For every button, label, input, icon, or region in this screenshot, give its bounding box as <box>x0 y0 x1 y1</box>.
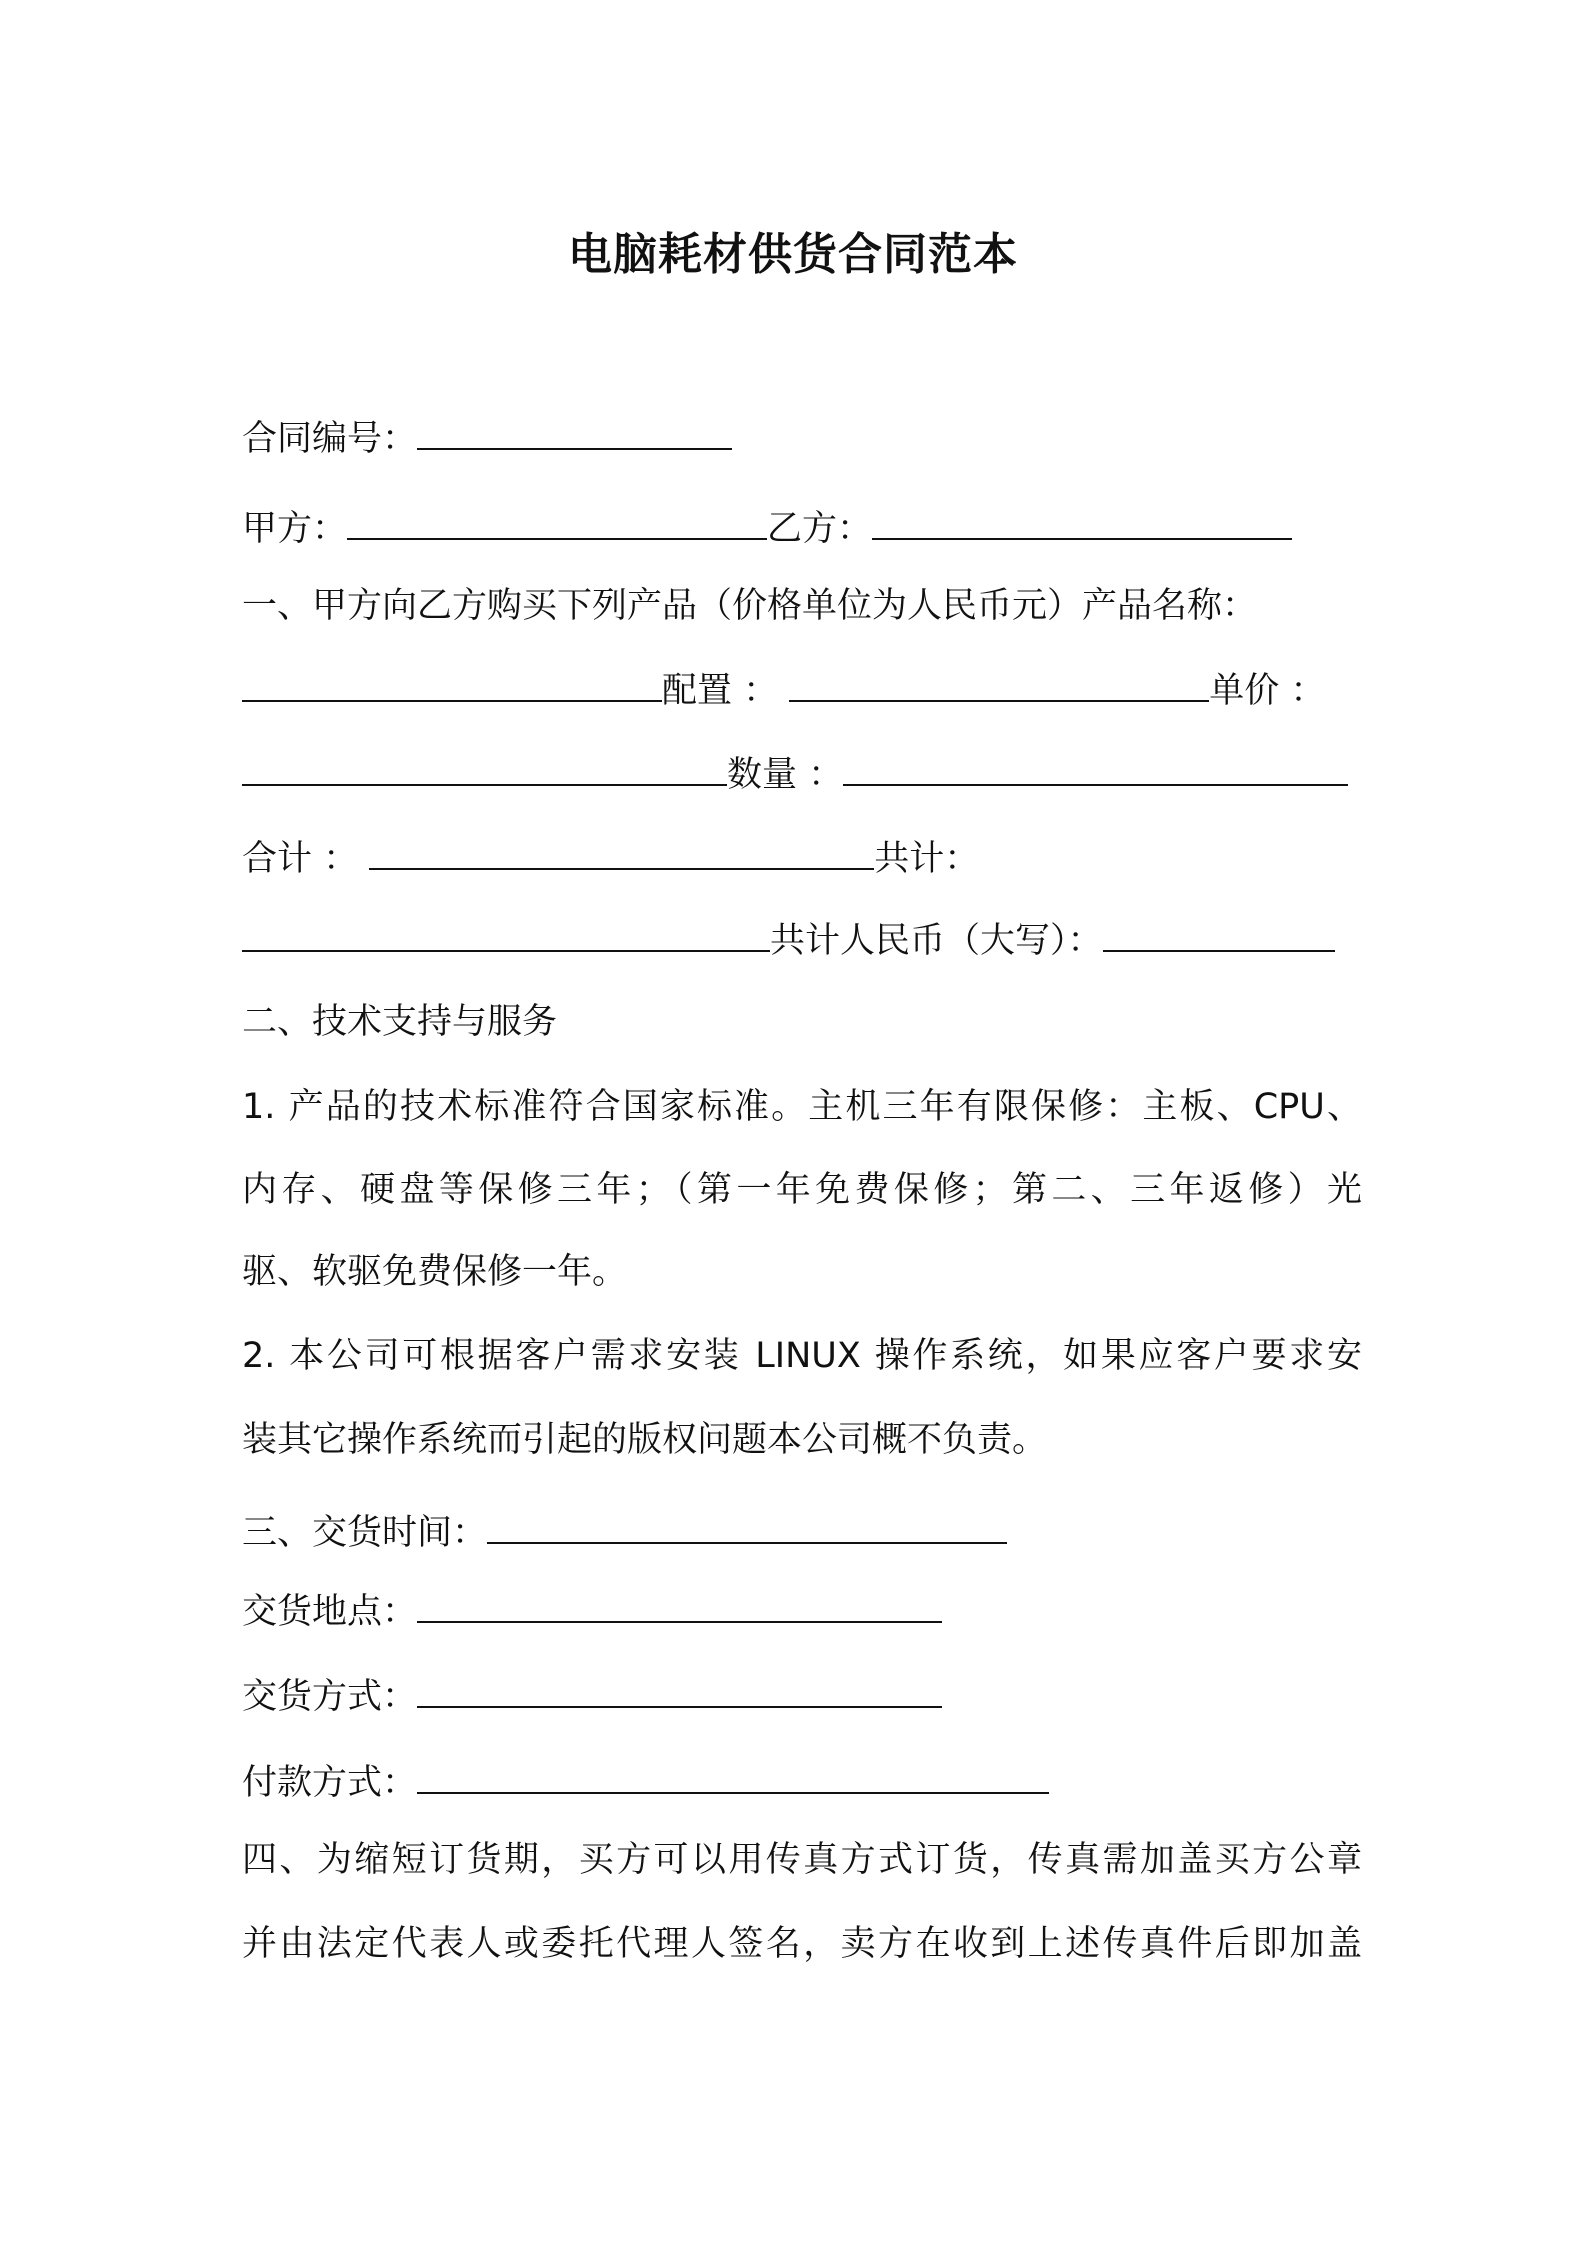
section1-heading: 一、甲方向乙方购买下列产品（价格单位为人民币元）产品名称： <box>242 586 1258 626</box>
config-blank[interactable] <box>789 668 1209 702</box>
payment-method-row <box>242 1760 1362 1804</box>
unit-price-blank[interactable] <box>242 752 727 786</box>
section2-item1-line3: 驱、软驱免费保修一年。 <box>242 1252 628 1292</box>
delivery-place-label: 交货地点： <box>242 1592 418 1632</box>
total-label: 共计： <box>874 839 980 879</box>
delivery-time-label: 三、交货时间： <box>242 1513 488 1553</box>
delivery-place-blank[interactable] <box>417 1589 942 1623</box>
contract-number-label: 合同编号： <box>242 419 418 459</box>
party-a-label: 甲方： <box>242 509 348 549</box>
section2-item2-line1: 2. 本公司可根据客户需求安装 LINUX 操作系统，如果应客户要求安 <box>242 1336 1362 1376</box>
quantity-blank[interactable] <box>843 752 1348 786</box>
delivery-method-label: 交货方式： <box>242 1677 418 1717</box>
total-rmb-label: 共计人民币（大写）： <box>770 921 1103 961</box>
total-rmb-row <box>242 918 1362 962</box>
config-label: 配置 ： <box>662 671 779 711</box>
section2-item1-line1: 1. 产品的技术标准符合国家标准。主机三年有限保修：主板、CPU、 <box>242 1087 1362 1127</box>
delivery-time-row <box>242 1510 1362 1554</box>
section2-item1-line2: 内存、硬盘等保修三年；（第一年免费保修；第二、三年返修）光 <box>242 1170 1362 1210</box>
document-title: 电脑耗材供货合同范本 <box>568 229 1018 280</box>
quantity-row <box>242 752 1362 796</box>
payment-method-label: 付款方式： <box>242 1763 418 1803</box>
delivery-method-blank[interactable] <box>417 1674 942 1708</box>
party-a-blank[interactable] <box>347 506 767 540</box>
delivery-method-row <box>242 1674 1362 1718</box>
section4-line1: 四、为缩短订货期，买方可以用传真方式订货，传真需加盖买方公章 <box>242 1840 1362 1880</box>
section2-item2-line2: 装其它操作系统而引起的版权问题本公司概不负责。 <box>242 1420 1048 1460</box>
section4-line2: 并由法定代表人或委托代理人签名，卖方在收到上述传真件后即加盖 <box>242 1924 1362 1964</box>
unit-price-label: 单价 ： <box>1209 671 1326 711</box>
payment-method-blank[interactable] <box>417 1760 1049 1794</box>
quantity-label: 数量 ： <box>727 755 844 795</box>
parties-row <box>242 506 1362 550</box>
party-b-blank[interactable] <box>872 506 1292 540</box>
total-rmb-blank[interactable] <box>1103 918 1335 952</box>
section2-heading: 二、技术支持与服务 <box>242 1002 558 1042</box>
delivery-place-row <box>242 1589 1362 1633</box>
party-b-label: 乙方： <box>767 509 873 549</box>
product-name-blank[interactable] <box>242 668 662 702</box>
total-blank[interactable] <box>242 918 770 952</box>
contract-number-row <box>242 416 1362 460</box>
subtotal-row <box>242 836 1362 880</box>
product-config-row <box>242 668 1362 712</box>
subtotal-label: 合计 ： <box>242 839 359 879</box>
delivery-time-blank[interactable] <box>487 1510 1007 1544</box>
subtotal-blank[interactable] <box>369 836 874 870</box>
contract-number-blank[interactable] <box>417 416 732 450</box>
